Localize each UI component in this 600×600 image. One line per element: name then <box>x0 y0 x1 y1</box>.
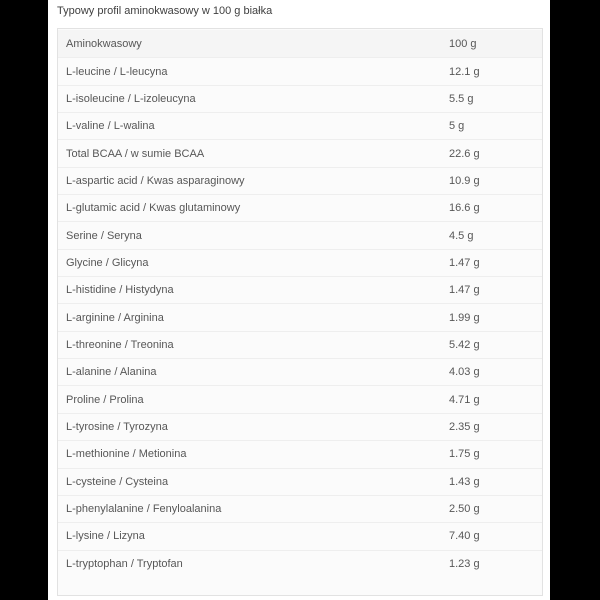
table-row <box>58 167 542 194</box>
amino-acid-amount: 2.50 g <box>449 503 480 516</box>
amino-acid-name: L-histidine / Histydyna <box>66 284 174 297</box>
amino-acid-amount: 5.42 g <box>449 338 480 351</box>
amino-acid-amount: 100 g <box>449 37 477 50</box>
amino-acid-name: L-tryptophan / Tryptofan <box>66 557 183 570</box>
table-row <box>58 139 542 166</box>
amino-acid-amount: 5.5 g <box>449 92 474 105</box>
table-row <box>58 358 542 385</box>
amino-acid-amount: 4.03 g <box>449 366 480 379</box>
amino-acid-amount: 1.75 g <box>449 448 480 461</box>
content-panel <box>48 0 550 600</box>
table-row <box>58 221 542 248</box>
amino-acid-amount: 5 g <box>449 120 465 133</box>
table-row <box>58 85 542 112</box>
amino-acid-name: Total BCAA / w sumie BCAA <box>66 147 205 160</box>
amino-acid-name: L-phenylalanine / Fenyloalanina <box>66 503 222 516</box>
amino-acid-name: L-glutamic acid / Kwas glutaminowy <box>66 202 241 215</box>
amino-acid-amount: 12.1 g <box>449 65 480 78</box>
amino-acid-amount: 1.47 g <box>449 256 480 269</box>
table-row <box>58 440 542 467</box>
table-row <box>58 112 542 139</box>
amino-acid-name: Glycine / Glicyna <box>66 256 149 269</box>
amino-acid-name: Aminokwasowy <box>66 37 142 50</box>
amino-acid-amount: 2.35 g <box>449 420 480 433</box>
amino-acid-amount: 4.71 g <box>449 393 480 406</box>
table-row <box>58 522 542 549</box>
table-row <box>58 249 542 276</box>
table-row <box>58 413 542 440</box>
table-row <box>58 550 542 577</box>
amino-acid-amount: 1.99 g <box>449 311 480 324</box>
amino-acid-name: L-arginine / Arginina <box>66 311 164 324</box>
table-row <box>58 495 542 522</box>
amino-acid-name: L-alanine / Alanina <box>66 366 157 379</box>
amino-acid-amount: 16.6 g <box>449 202 480 215</box>
amino-acid-amount: 10.9 g <box>449 174 480 187</box>
amino-acid-name: L-valine / L-walina <box>66 120 155 133</box>
amino-acid-name: L-lysine / Lizyna <box>66 530 145 543</box>
table-row <box>58 194 542 221</box>
table-row <box>58 385 542 412</box>
amino-acid-name: L-isoleucine / L-izoleucyna <box>66 92 196 105</box>
amino-acid-name: L-leucine / L-leucyna <box>66 65 168 78</box>
amino-acid-name: L-tyrosine / Tyrozyna <box>66 420 168 433</box>
table-row <box>58 303 542 330</box>
amino-acid-amount: 1.43 g <box>449 475 480 488</box>
amino-acid-name: L-methionine / Metionina <box>66 448 187 461</box>
page-title: Typowy profil aminokwasowy w 100 g białka <box>57 5 273 17</box>
amino-acid-name: Proline / Prolina <box>66 393 144 406</box>
amino-acid-name: L-aspartic acid / Kwas asparaginowy <box>66 174 245 187</box>
table-row <box>58 57 542 84</box>
amino-acid-amount: 4.5 g <box>449 229 474 242</box>
table-row <box>58 30 542 57</box>
amino-acid-name: L-threonine / Treonina <box>66 338 174 351</box>
amino-acid-table <box>57 28 543 596</box>
amino-acid-amount: 1.23 g <box>449 557 480 570</box>
amino-acid-amount: 1.47 g <box>449 284 480 297</box>
table-row <box>58 276 542 303</box>
amino-acid-amount: 7.40 g <box>449 530 480 543</box>
amino-acid-amount: 22.6 g <box>449 147 480 160</box>
amino-acid-name: L-cysteine / Cysteina <box>66 475 169 488</box>
amino-acid-name: Serine / Seryna <box>66 229 142 242</box>
table-row <box>58 468 542 495</box>
table-row <box>58 331 542 358</box>
